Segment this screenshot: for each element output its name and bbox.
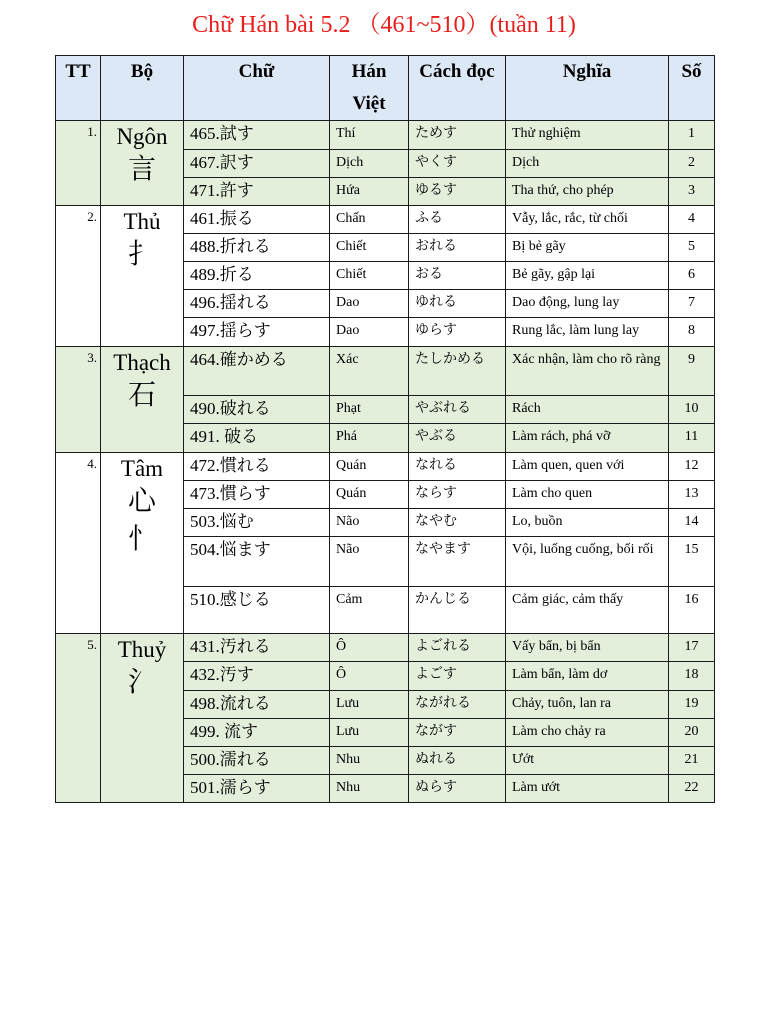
kana-reading: ゆれる [409,290,506,318]
meaning: Cảm giác, cảm thấy [506,587,669,634]
kanji-word: 491. 破る [184,424,330,453]
item-number: 12 [669,453,715,481]
kana-reading: ゆるす [409,178,506,206]
item-number: 19 [669,691,715,719]
kana-reading: ぬらす [409,775,506,803]
kanji-word: 471.許す [184,178,330,206]
item-number: 15 [669,537,715,587]
kanji-word: 496.揺れる [184,290,330,318]
header-han-viet [330,56,409,121]
kana-reading: ふる [409,206,506,234]
meaning: Làm rách, phá vỡ [506,424,669,453]
item-number: 21 [669,747,715,775]
radical-name: Thuỷ [117,637,167,662]
han-viet-reading: Dao [330,318,409,347]
radical-cell [101,347,184,453]
radical-glyph: 心 [127,486,156,517]
kanji-word: 510.感じる [184,587,330,634]
item-number: 4 [669,206,715,234]
han-viet-reading: Dịch [330,150,409,178]
kana-reading: ながれる [409,691,506,719]
meaning: Ướt [506,747,669,775]
kanji-word: 465.試す [184,121,330,150]
radical-glyph: 氵 [127,667,156,698]
item-number: 6 [669,262,715,290]
han-viet-reading: Quán [330,481,409,509]
header-row [56,56,715,121]
kana-reading: やぶれる [409,396,506,424]
item-number: 13 [669,481,715,509]
radical-cell [101,121,184,206]
kanji-word: 461.振る [184,206,330,234]
meaning: Làm bẩn, làm dơ [506,662,669,691]
item-number: 17 [669,634,715,662]
group-number: 4. [56,453,101,634]
meaning: Bị bẻ gãy [506,234,669,262]
kana-reading: やくす [409,150,506,178]
header-han-viet-line2: Việt [352,93,386,114]
meaning: Bẻ gãy, gập lại [506,262,669,290]
han-viet-reading: Quán [330,453,409,481]
kana-reading: たしかめる [409,347,506,396]
header-chu: Chữ [184,56,330,121]
page-title: Chữ Hán bài 5.2 （461~510）(tuần 11) [192,12,576,38]
item-number: 1 [669,121,715,150]
meaning: Dịch [506,150,669,178]
meaning: Làm ướt [506,775,669,803]
radical-name: Ngôn [116,124,168,149]
meaning: Làm cho quen [506,481,669,509]
han-viet-reading: Hứa [330,178,409,206]
kanji-word: 431.汚れる [184,634,330,662]
header-tt: TT [56,56,101,121]
han-viet-reading: Chiết [330,262,409,290]
han-viet-reading: Phá [330,424,409,453]
han-viet-reading: Lưu [330,719,409,747]
han-viet-reading: Chấn [330,206,409,234]
meaning: Xác nhận, làm cho rõ ràng [506,347,669,396]
meaning: Vội, luống cuống, bối rối [506,537,669,587]
kanji-word: 488.折れる [184,234,330,262]
vocab-table [55,55,715,803]
meaning: Làm cho chảy ra [506,719,669,747]
meaning: Tha thứ, cho phép [506,178,669,206]
item-number: 16 [669,587,715,634]
han-viet-reading: Nhu [330,775,409,803]
han-viet-reading: Não [330,509,409,537]
item-number: 11 [669,424,715,453]
table-row [56,347,715,396]
meaning: Dao động, lung lay [506,290,669,318]
radical-cell [101,634,184,803]
meaning: Làm quen, quen với [506,453,669,481]
table-row [56,121,715,150]
kanji-word: 472.慣れる [184,453,330,481]
meaning: Vẫy, lắc, rắc, từ chối [506,206,669,234]
group-number: 5. [56,634,101,803]
item-number: 2 [669,150,715,178]
meaning: Rách [506,396,669,424]
table-row [56,634,715,662]
radical-cell [101,453,184,634]
kana-reading: なれる [409,453,506,481]
kana-reading: ながす [409,719,506,747]
header-cach-doc: Cách đọc [409,56,506,121]
han-viet-reading: Chiết [330,234,409,262]
kana-reading: ゆらす [409,318,506,347]
vocab-body [56,121,715,803]
han-viet-reading: Cảm [330,587,409,634]
radical-name: Thủ [123,209,161,234]
item-number: 7 [669,290,715,318]
radical-glyph: 石 [127,380,156,411]
kana-reading: なやます [409,537,506,587]
group-number: 3. [56,347,101,453]
kanji-word: 500.濡れる [184,747,330,775]
kana-reading: よごす [409,662,506,691]
group-number: 1. [56,121,101,206]
han-viet-reading: Ô [330,662,409,691]
kanji-word: 499. 流す [184,719,330,747]
radical-glyph: 扌 [127,239,156,270]
han-viet-reading: Lưu [330,691,409,719]
header-so: Số [669,56,715,121]
kanji-word: 467.訳す [184,150,330,178]
kanji-word: 432.汚す [184,662,330,691]
meaning: Vấy bẩn, bị bẩn [506,634,669,662]
kana-reading: おる [409,262,506,290]
group-number: 2. [56,206,101,347]
han-viet-reading: Dao [330,290,409,318]
item-number: 18 [669,662,715,691]
meaning: Chảy, tuôn, lan ra [506,691,669,719]
han-viet-reading: Não [330,537,409,587]
kanji-word: 504.悩ます [184,537,330,587]
kanji-word: 473.慣らす [184,481,330,509]
table-row [56,206,715,234]
radical-name: Tâm [120,456,164,481]
header-bo: Bộ [101,56,184,121]
item-number: 9 [669,347,715,396]
kana-reading: ためす [409,121,506,150]
kana-reading: なやむ [409,509,506,537]
kanji-word: 497.揺らす [184,318,330,347]
han-viet-reading: Nhu [330,747,409,775]
meaning: Thử nghiệm [506,121,669,150]
radical-glyph: 言 [127,154,156,185]
kanji-word: 501.濡らす [184,775,330,803]
item-number: 14 [669,509,715,537]
item-number: 8 [669,318,715,347]
kanji-word: 489.折る [184,262,330,290]
kanji-word: 498.流れる [184,691,330,719]
han-viet-reading: Thí [330,121,409,150]
item-number: 3 [669,178,715,206]
item-number: 5 [669,234,715,262]
item-number: 10 [669,396,715,424]
header-han-viet-line1: Hán [351,61,387,82]
kana-reading: ならす [409,481,506,509]
han-viet-reading: Xác [330,347,409,396]
han-viet-reading: Phạt [330,396,409,424]
kana-reading: ぬれる [409,747,506,775]
meaning: Rung lắc, làm lung lay [506,318,669,347]
radical-glyph-variant: 忄 [127,524,156,555]
kanji-word: 503.悩む [184,509,330,537]
kana-reading: かんじる [409,587,506,634]
kanji-word: 490.破れる [184,396,330,424]
han-viet-reading: Ô [330,634,409,662]
kana-reading: やぶる [409,424,506,453]
kanji-word: 464.確かめる [184,347,330,396]
meaning: Lo, buồn [506,509,669,537]
item-number: 20 [669,719,715,747]
radical-name: Thạch [113,350,171,375]
kana-reading: よごれる [409,634,506,662]
table-row [56,453,715,481]
radical-cell [101,206,184,347]
header-nghia: Nghĩa [506,56,669,121]
item-number: 22 [669,775,715,803]
kana-reading: おれる [409,234,506,262]
